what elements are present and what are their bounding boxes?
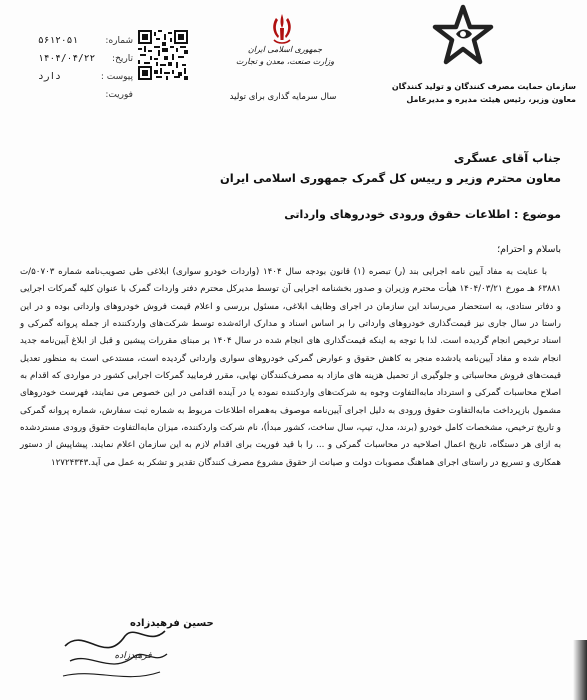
letter-greeting: باسلام و احترام؛ (497, 244, 561, 255)
org-line1: سازمان حمایت مصرف کنندگان و تولید کنندگان (391, 82, 576, 91)
signature-caption: فرهیدزاده (114, 651, 152, 661)
date-row (38, 50, 133, 68)
addressee-name: جناب آقای عسگری (453, 151, 561, 165)
addressee-title: معاون محترم وزیر و رییس کل گمرک جمهوری اسلامی ایران (219, 171, 561, 185)
letter-subject: موضوع : اطلاعات حقوق ورودی خودروهای وارداتی (284, 208, 561, 221)
page-edge-shadow (573, 640, 587, 700)
ministry-title (225, 44, 345, 68)
letter-meta (38, 32, 133, 104)
attachment-value: دارد (38, 71, 61, 82)
date-label: تاریخ: (112, 54, 133, 64)
addressee (21, 148, 561, 188)
iran-emblem-icon (266, 12, 298, 46)
number-label: شماره: (105, 36, 133, 46)
letter-body (20, 264, 561, 472)
organization-title (368, 80, 576, 106)
year-slogan: سال سرمایه گذاری برای تولید (229, 92, 337, 102)
number-value: ۵۶۱۲۰۵۱ (38, 35, 79, 46)
organization-star-logo-icon (432, 4, 494, 66)
number-row (38, 32, 133, 50)
qr-code-icon (138, 30, 188, 80)
urgency-label: فوریت: (105, 90, 133, 100)
urgency-row (38, 86, 133, 104)
signatory-name: حسین فرهیدزاده (130, 618, 214, 629)
ministry-line2: وزارت صنعت، معدن و تجارت (235, 57, 335, 66)
attachment-label: پیوست : (100, 72, 133, 82)
org-line2: معاون وزیر، رئیس هیئت مدیره و مدیرعامل (406, 95, 576, 104)
body-paragraph: با عنایت به مفاد آیین نامه اجرایی بند (ر) تبصره (۱) قانون بودجه سال ۱۴۰۴ (واردات خودرو سواری) ابلاغی طی تصویب‌نامه شماره ۵۰۷۰۳/ت ۶۳۸۸۱ هـ مورخ ۱۴۰۴/۰۳/۲۱ هیأت محترم وزیران و صدور بخشنامه اجرایی آن توسط مدیرکل محترم دفتر واردات گمرک با عنوان کلیه گمرکات اجرایی و دفاتر ستادی، به استحضار می‌رساند این سازمان در اجرای وظایف ابلاغی، مسئول بررسی و اعلام قیمت فروش خودروهای وارداتی بوده و در این راستا در سال جاری نیز قیمت‌گذاری خودروهای وارداتی را بر اساس اسناد و مدارک ارائه‌شده توسط شرکت‌های واردکننده از جمله پروانه گمرکی و اسناد ترخیص انجام گردیده است. لذا با توجه به اینکه قیمت‌گذاری های انجام شده در سال ۱۴۰۴ بر مبنای مقررات پیشین و قبل از ابلاغ آیین‌نامه جدید انجام شده و مفاد آیین‌نامه یادشده منجر به کاهش حقوق و عوارض گمرکی خودروهای سواری وارداتی گردیده است، مستدعی است به منظور تعدیل قیمت‌های فروش محاسباتی و جلوگیری از تحمیل هزینه های مازاد به مصرف‌کنندگان نهایی، مقرر فرمایید گمرکات اجرایی کشور در مواردی که اقدام به اصلاح محاسبات گمرکی و استرداد مابه‌التفاوت وجوه به شرکت‌های واردکننده نموده یا در آینده اقدامی در این خصوص می نمایند، فهرست خودروهای مشمول بازپرداخت مابه‌التفاوت حقوق ورودی به دلیل اجرای آیین‌نامه موصوف به‌همراه اطلاعات مربوط به شماره ثبت سفارش، شماره پروانه گمرکی و تاریخ ترخیص، مشخصات کامل خودرو (برند، مدل، تیپ، سال ساخت، کشور مبدأ)، نام شرکت واردکننده، میزان مابه‌التفاوت حقوق ورودی مستردشده به ازای هر دستگاه، تاریخ اعمال اصلاحیه در محاسبات گمرکی و ... را با قید فوریت برای اقدام لازم به این سازمان اعلام نمایند. پیشاپیش از دستور همکاری و تسریع در راستای اجرای هماهنگ مصوبات دولت و صیانت از حقوق مشروع مصرف کنندگان تقدیر و تشکر به عمل می آید.۱۲۷۲۴۳۴۳ (20, 267, 561, 468)
attachment-row (38, 68, 133, 86)
ministry-line1: جمهوری اسلامی ایران (247, 45, 323, 54)
date-value: ۱۴۰۴/۰۴/۲۲ (38, 53, 96, 64)
